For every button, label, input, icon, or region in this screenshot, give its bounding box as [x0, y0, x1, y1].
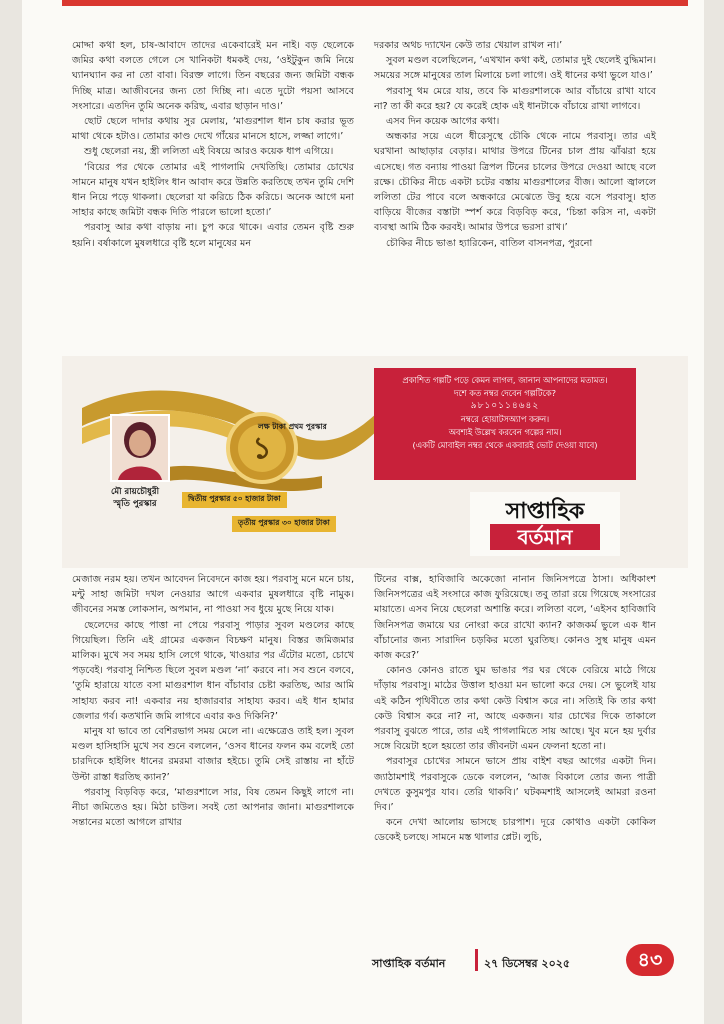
author-photo [110, 414, 170, 482]
top-red-strip [62, 0, 688, 6]
paragraph: মোদ্দা কথা হল, চাষ-আবাদে তাদের একেবারেই মন নাই। বড় ছেলেকে জমির কথা বলতে গেলে সে খানিকটা ধমকই দেয়, ‘ওইটুকুন জমি নিয়ে ঘ্যানঘ্যান কর না তো বাবা। বিরক্ত লাগে। তিন বছরের জন্য জমিটা বন্ধক দিচ্ছি মাত্র। আজীবনের জন্য তো দিচ্ছি না। এতে দুটো পয়সা আসবে সংসারে। এতদিন তুমি অনেক করিছ, এবার ছাড়ান দাও।’ [72, 40, 354, 112]
footer-date: ২৭ ডিসেম্বর ২০২৫ [484, 957, 571, 970]
paragraph: পরবাসু আর কথা বাড়ায় না। চুপ করে থাকে। এবার তেমন বৃষ্টি শুরু হয়নি। বর্ষাকালে মুষলধারে বৃষ্টি হলে মানুষের মন [72, 222, 354, 249]
first-prize-label: লক্ষ টাকা প্রথম পুরস্কার [258, 422, 327, 431]
paragraph: ছেলেদের কাছে পাত্তা না পেয়ে পরবাসু পাড়ার সুবল মণ্ডলের কাছে গিয়েছিল। তিনি এই গ্রামের একজন বিচক্ষণ মানুষ। বিস্তর জমিজমার মালিক। মুখে সব সময় হাসি লেগে থাকে, খাওয়ার পর এঁটোর মতো, চোখে পড়বেই। পরবাসু নিশ্চিত ছিলে সুবল মণ্ডল ‘না’ করবে না। সব শুনে বলবে, ‘তুমি হারায়ে যাতে বসা মাগুরশাল ধান বাঁচাবার চেষ্টা করতিছ, আর আমি সাহায্য করব না! একবার নয় হাজারবার সাহায্য করব। এই ধান হামার জেলার গর্ব। কতখানি জমি লাগবে এবার কও দিকিনি?’ [72, 619, 354, 722]
paragraph: পরবাসুর চোখের সামনে ভাসে প্রায় বাইশ বছর আগের একটা দিন। জ্যাঠামশাই পরবাসুকে ডেকে বললেন, ‘আজ বিকালে তোর জন্য পাত্রী দেখতে কুসুমপুর যাব। তেরি থাকবি।’ ঘটকমশাই আসলেই আমরা রওনা দিব।’ [374, 756, 656, 814]
paragraph: মেজাজ নরম হয়। তখন আবেদন নিবেদনে কাজ হয়। পরবাসু মনে মনে চায়, মন্টু সাহা জমিটা দখল নেওয়ার আগে একবার মুষলধারে বৃষ্টি নামুক। জীবনের সমস্ত লোকসান, অপমান, না পাওয়া সব ধুয়ে মুছে নিয়ে যাক। [72, 574, 354, 616]
paragraph: পরবাসু বিড়বিড় করে, ‘মাগুরশালে সার, বিষ তেমন কিছুই লাগে না। নীচা জমিতেও হয়। মিঠা চাউল। সবই তো আপনার জানা। মাগুরশালকে সন্তানের মতো আগলে রাখার [72, 786, 354, 829]
vote-line: অবশ্যই উল্লেখ করবেন গল্পের নাম। [448, 427, 562, 437]
second-prize-label: দ্বিতীয় পুরস্কার ৫০ হাজার টাকা [182, 492, 287, 508]
paragraph: পরবাসু থম মেরে যায়, তবে কি মাগুরশালকে আর বাঁচায়ে রাখা যাবে না? তা কী করে হয়? যে করেই হোক এই ধানটাকে বাঁচায়ে রাখা লাগবে। [374, 85, 656, 112]
vote-line: প্রকাশিত গল্পটি পড়ে কেমন লাগল, জানান আপনাদের মতামত। [402, 375, 608, 385]
paragraph: সুবল মণ্ডল বলেছিলেন, ‘এখখান কথা কই, তোমার দুই ছেলেই বুদ্ধিমান। সময়ের সঙ্গে মানুষের তাল মিলায়ে চলা লাগে। ওই ধানের কথা ভুলে যাও।’ [374, 55, 656, 82]
memorial-name [80, 486, 190, 510]
page-footer [312, 944, 692, 980]
paragraph: ‘বিয়ের পর থেকে তোমার এই পাগলামি দেখতিছি। তোমার চোখের সামনে মানুষ যখন হাইলিং ধান আবাদ করে উন্নতি করতিছে তখন তুমি দেশি ধান নিয়ে পড়ে থাকলা। ছেলেরা যা করিচে ঠিক করিচে। অনেক আগে মনা সাহার কাছে জমিটা বন্ধক দিতি পারলে ভালো হতো।’ [72, 161, 354, 219]
saptahik-bartaman-logo [470, 492, 620, 556]
author-name: মৌ রায়চৌধুরী [110, 487, 159, 497]
medal-digit: ১ [252, 431, 272, 466]
footer-magazine-name: সাপ্তাহিক বর্তমান [372, 957, 446, 970]
paragraph: কোনও কোনও রাতে ঘুম ভাঙার পর ঘর থেকে বেরিয়ে মাঠে গিয়ে দাঁড়ায় পরবাসু। মাঠের উত্তাল হাওয়া মন ভালো করে দেয়। সে ভুলেই যায় এই কঠিন পৃথিবীতে তার কথা কেউ বিশ্বাস করে না। সত্যিই কি তার কথা কেউ বিশ্বাস করে না? না, আছে একজন। যার চোখের দিকে তাকালে পরবাসু বুঝতে পারে, তার এই পাগলামিতে সায় আছে। খুব মনে হয় দুর্বার সঙ্গে বিয়েটা হলে হয়তো তার জীবনটা এমন ফেলনা হতো না। [374, 665, 656, 753]
paragraph: এসব দিন কয়েক আগের কথা। [386, 116, 500, 128]
paragraph: ছোট ছেলে দাদার কথায় সুর মেলায়, ‘মাগুরশাল ধান চাষ করার ভূত মাথা থেকে হটাও। তোমার কাণ্ড দেখে গাঁয়ের মানসে হাসে, লজ্জা লাগে।’ [72, 116, 354, 143]
article-column-2 [374, 38, 656, 356]
vote-info-box [374, 368, 636, 480]
paragraph: শুধু ছেলেরা নয়, স্ত্রী ললিতা এই বিষয়ে আরও কয়েক ধাপ এগিয়ে। [84, 146, 334, 158]
portrait-icon [112, 416, 168, 480]
paragraph: কনে দেখা আলোয় ভাসছে চারপাশ। দূরে কোথাও একটা কোকিল ডেকেই চলছে। সামনে মস্ত থালার প্লেট। লুচি, [374, 817, 656, 844]
article-column-3 [72, 572, 354, 934]
paragraph: মানুষ যা ভাবে তা বেশিরভাগ সময় মেলে না। এক্ষেত্রেও তাই হল। সুবল মণ্ডল হাসিহাসি মুখে সব শুনে বললেন, ‘ওসব ধানের ফলন কম বলেই তো চারদিকে হাইলিং ধানের রমরমা বাজার হইচে। তুমি সেই রাস্তায় না হাঁটে উল্টা রাস্তা ধরতিছ ক্যান?’ [72, 726, 354, 783]
paragraph: দরকার অথচ দ্যাখেন কেউ তার খেয়াল রাখল না।’ [374, 40, 563, 51]
third-prize-label: তৃতীয় পুরস্কার ৩০ হাজার টাকা [232, 516, 336, 532]
memorial-label: স্মৃতি পুরস্কার [113, 499, 157, 509]
paragraph: টিনের বাক্স, হাবিজাবি অকেজো নানান জিনিসপত্রে ঠাসা। অধিকাংশ জিনিসপত্রের এই সংসারে কাজ ফুরিয়েছে। তবু তারা রয়ে গিয়েছে সংসারের মায়াতে। এসব নিয়ে ছেলেরা অশান্তি করে। ললিতা বলে, ‘এইসব হাবিজাবি জিনিসপত্র জমায়ে ঘর নোংরা করে রাখো ক্যান? কাজকর্ম ভুলে এক ধান বাঁচানোর জন্য সারাদিন চড়কির মতো ঘুরতিছ। কোনও সুস্থ মানুষ এমন কাজ করে?’ [374, 574, 656, 662]
svg-text:বর্তমান: বর্তমান [517, 525, 573, 549]
vote-line: দশে কত নম্বর দেবেন গল্পটিকে? [453, 388, 556, 398]
paragraph: চৌকির নীচে ভাঙা হ্যারিকেন, বাতিল বাসনপত্র, পুরনো [386, 237, 593, 249]
svg-text:সাপ্তাহিক: সাপ্তাহিক [505, 499, 585, 524]
paragraph: অন্ধকার সয়ে এলে ধীরেসুস্থে চৌকি থেকে নামে পরবাসু। তার এই ঘরখানা আছাড়ার বেড়ার। মাথার উপরে টিনের চাল প্রায় ঝাঁঝরা হয়ে এসেছে। গত বন্যায় পাওয়া ত্রিপল টিনের চালের উপরে দেওয়া আছে বলে রক্ষে। চৌকির নীচে একটা চটের বস্তায় মাগুরশালের বীজ। আলো জ্বাললে ললিতা টের পাবে বলে অন্ধকারে মেঝেতে উবু হয়ে বসে পরবাসু। হাত বাড়িয়ে বীজের বস্তাটা স্পর্শ করে বিড়বিড় করে, ‘চিন্তা করিস না, একটা ব্যবস্থা আমি ঠিক করবই। আমার উপরে ভরসা রাখ।’ [374, 131, 656, 234]
article-column-4 [374, 572, 656, 934]
footer-divider [475, 949, 478, 971]
magazine-page [22, 0, 704, 1024]
vote-line: (একটি মোবাইল নম্বর থেকে একবারই ভোট দেওয়া যাবে) [412, 440, 598, 450]
vote-line: নম্বরে হোয়াটসঅ্যাপ করুন। [460, 414, 550, 424]
page-number-badge: ৪৩ [626, 944, 674, 976]
contest-advertisement [62, 356, 688, 568]
whatsapp-number: ৯৮১০১১৪৬৪২ [470, 401, 540, 411]
article-column-1 [72, 38, 354, 356]
